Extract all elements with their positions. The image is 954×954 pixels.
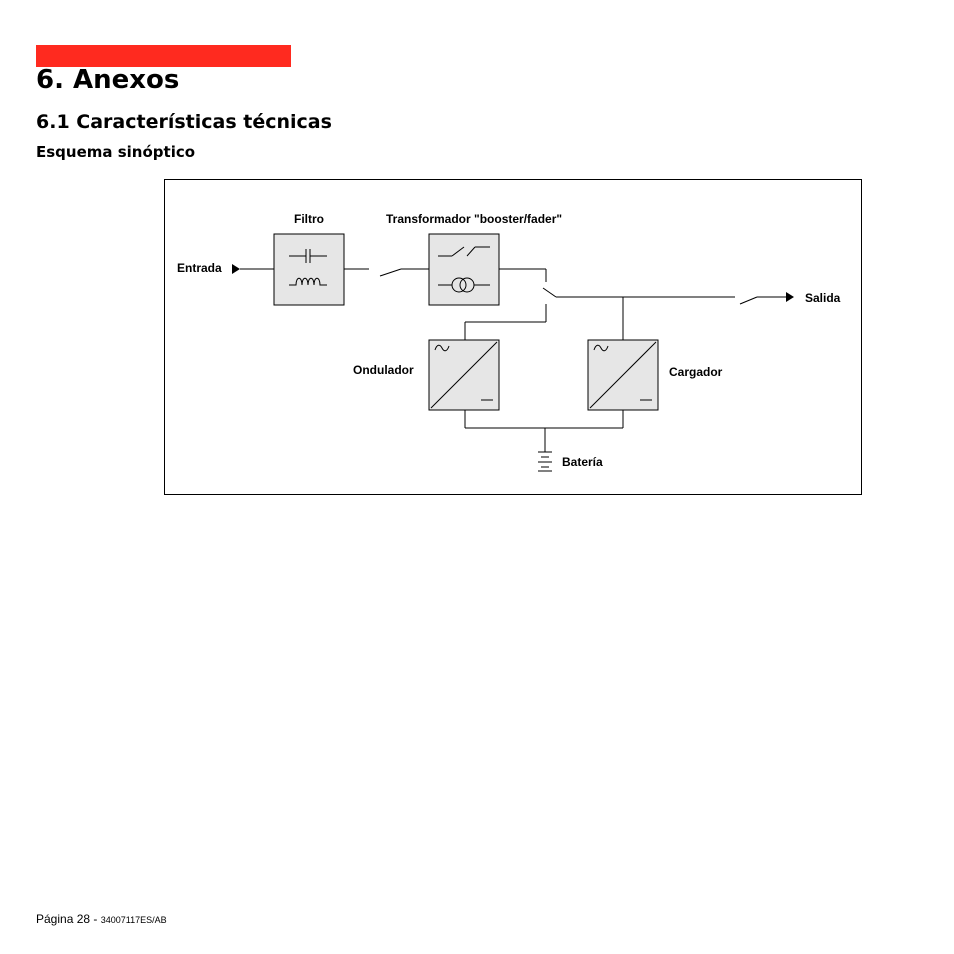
document-code: 34007117ES/AB (100, 915, 167, 925)
filter-block (274, 234, 344, 305)
page-number: Página 28 - (36, 912, 101, 926)
transformer-block (429, 234, 499, 305)
chapter-title: 6. Anexos (36, 65, 180, 95)
input-arrow-icon (232, 264, 240, 274)
output-arrow-icon (786, 292, 794, 302)
filter-label: Filtro (294, 212, 324, 226)
section-title: 6.1 Características técnicas (36, 111, 332, 133)
synoptic-diagram (164, 179, 862, 495)
subsection-title: Esquema sinóptico (36, 143, 196, 161)
inverter-label: Ondulador (353, 363, 414, 377)
transformer-label: Transformador "booster/fader" (386, 212, 563, 226)
input-label: Entrada (177, 261, 222, 275)
synoptic-diagram-svg (165, 180, 863, 496)
battery-label: Batería (562, 455, 603, 469)
page-footer (36, 912, 167, 926)
output-label: Salida (805, 291, 841, 305)
battery-icon (538, 452, 552, 471)
charger-label: Cargador (669, 365, 723, 379)
